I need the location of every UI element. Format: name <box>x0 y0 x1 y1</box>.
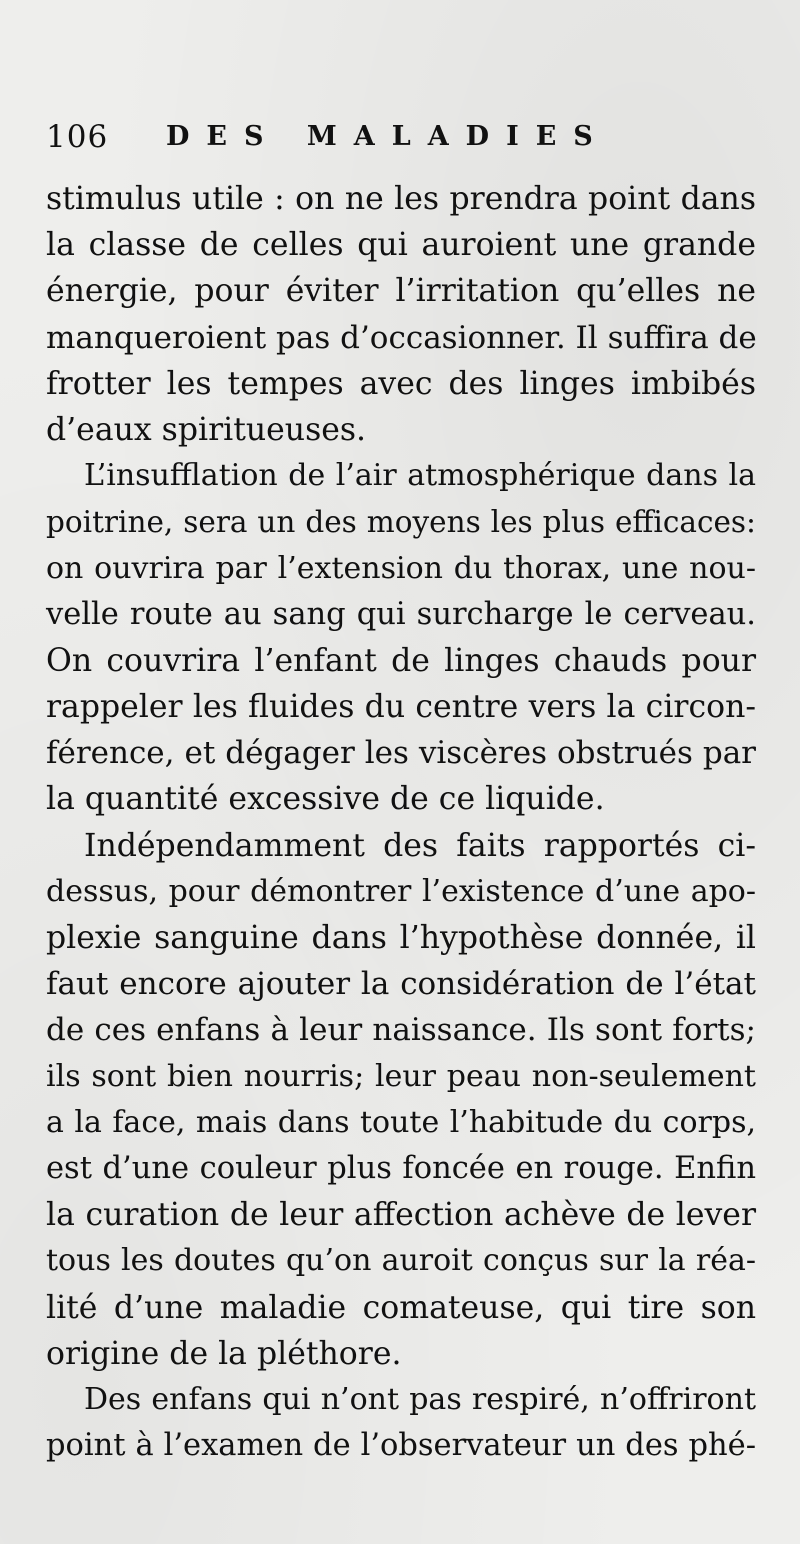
running-head: DES MALADIES <box>166 121 610 152</box>
body-text <box>46 176 756 1469</box>
text-line: lité d’une maladie comateuse, qui tire son <box>46 1289 756 1326</box>
text-line: énergie, pour éviter l’irritation qu’elles ne <box>46 273 756 310</box>
text-line: L’insufflation de l’air atmosphérique dans la <box>84 458 756 494</box>
text-line: d’eaux spiritueuses. <box>46 411 367 448</box>
text-line: la curation de leur affection achève de lever <box>46 1197 756 1234</box>
text-line: la quantité excessive de ce liquide. <box>46 781 605 818</box>
text-line: On couvrira l’enfant de linges chauds pour <box>46 642 756 679</box>
text-line: velle route au sang qui surcharge le cerveau. <box>46 596 756 632</box>
text-line: on ouvrira par l’extension du thorax, une nou- <box>46 550 756 586</box>
text-line: manqueroient pas d’occasionner. Il suffira de <box>46 319 757 356</box>
text-line: faut encore ajouter la considération de l’état <box>46 966 756 1003</box>
text-line: ils sont bien nourris; leur peau non-seulement <box>46 1058 756 1094</box>
text-line: de ces enfans à leur naissance. Ils sont forts; <box>46 1012 756 1049</box>
text-line: plexie sanguine dans l’hypothèse donnée, il <box>46 920 756 956</box>
page-number: 106 <box>46 119 109 155</box>
text-line: point à l’examen de l’observateur un des phé- <box>46 1428 756 1464</box>
text-line: poitrine, sera un des moyens les plus efficaces: <box>46 505 756 540</box>
page-header <box>46 112 746 162</box>
text-line: Des enfans qui n’ont pas respiré, n’offriront <box>84 1381 756 1417</box>
text-line: frotter les tempes avec des linges imbibés <box>46 365 756 402</box>
text-line: rappeler les fluides du centre vers la circon- <box>46 689 756 726</box>
text-line: férence, et dégager les viscères obstrués par <box>46 735 756 772</box>
text-line: la classe de celles qui auroient une grande <box>46 227 756 264</box>
text-line: a la face, mais dans toute l’habitude du corps, <box>46 1104 756 1140</box>
text-line: stimulus utile : on ne les prendra point dans <box>46 181 756 217</box>
text-line: Indépendamment des faits rapportés ci- <box>84 827 756 864</box>
text-line: dessus, pour démontrer l’existence d’une apo- <box>46 873 756 909</box>
text-line: est d’une couleur plus foncée en rouge. Enfin <box>46 1150 756 1186</box>
text-line: origine de la pléthore. <box>46 1335 402 1372</box>
text-line: tous les doutes qu’on auroit conçus sur la réa- <box>46 1243 756 1279</box>
